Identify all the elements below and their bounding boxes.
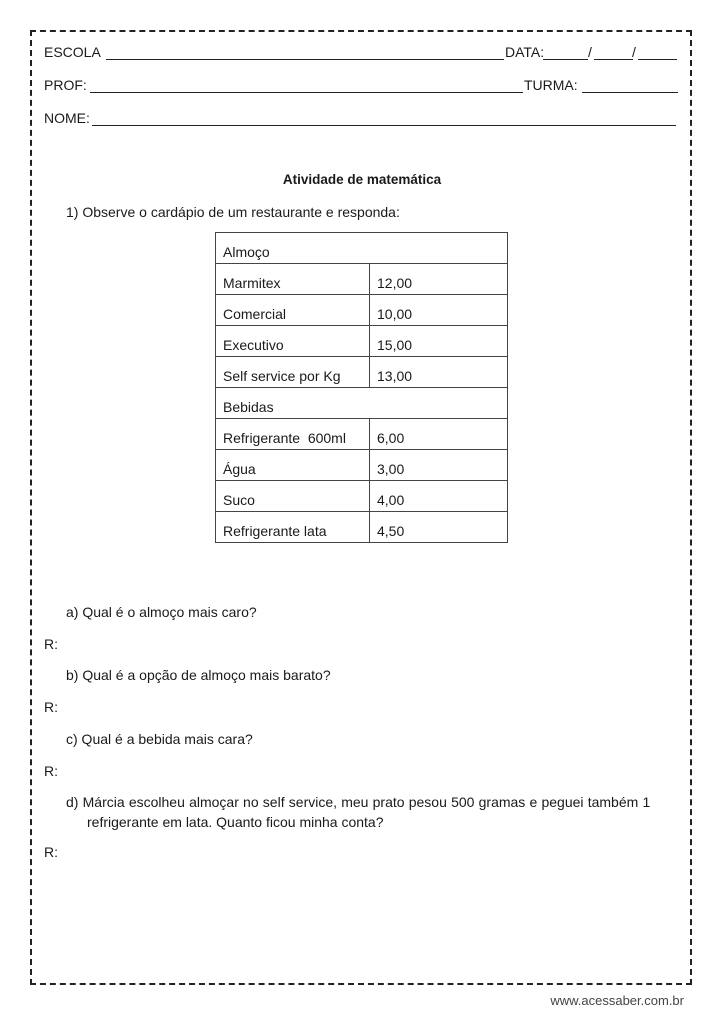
menu-item-name: Suco [216, 481, 370, 512]
table-row [216, 357, 508, 388]
table-row [216, 264, 508, 295]
activity-title: Atividade de matemática [282, 172, 442, 187]
menu-item-name: Comercial [216, 295, 370, 326]
class-label: TURMA: [524, 77, 578, 93]
lunch-section-header: Almoço [216, 233, 508, 264]
menu-item-name: Self service por Kg [216, 357, 370, 388]
question-d-line2: refrigerante em lata. Quanto ficou minha conta? [87, 814, 384, 830]
menu-item-price: 6,00 [370, 419, 508, 450]
name-field[interactable] [92, 125, 676, 126]
question-b: b) Qual é a opção de almoço mais barato? [66, 667, 331, 683]
answer-label: R: [44, 844, 58, 860]
menu-item-name: Marmitex [216, 264, 370, 295]
table-row [216, 326, 508, 357]
table-row [216, 450, 508, 481]
date-separator: / [632, 44, 636, 60]
menu-item-name: Executivo [216, 326, 370, 357]
table-row [216, 481, 508, 512]
answer-label: R: [44, 636, 58, 652]
menu-table [215, 232, 508, 543]
table-row [216, 295, 508, 326]
question-d-line1: d) Márcia escolheu almoçar no self service, meu prato pesou 500 gramas e peguei também 1 [66, 794, 651, 810]
teacher-field[interactable] [90, 92, 523, 93]
school-label: ESCOLA [44, 44, 101, 60]
menu-item-name: Refrigerante lata [216, 512, 370, 543]
class-field[interactable] [582, 92, 678, 93]
school-field[interactable] [106, 59, 504, 60]
table-row [216, 388, 508, 419]
date-month-field[interactable] [594, 59, 633, 60]
menu-item-name: Refrigerante 600ml [216, 419, 370, 450]
question-c: c) Qual é a bebida mais cara? [66, 731, 253, 747]
table-row [216, 419, 508, 450]
date-separator: / [588, 44, 592, 60]
menu-item-price: 13,00 [370, 357, 508, 388]
table-row [216, 233, 508, 264]
drinks-section-header: Bebidas [216, 388, 508, 419]
menu-item-price: 3,00 [370, 450, 508, 481]
menu-item-price: 4,00 [370, 481, 508, 512]
table-row [216, 512, 508, 543]
menu-item-price: 12,00 [370, 264, 508, 295]
menu-item-price: 4,50 [370, 512, 508, 543]
menu-item-price: 10,00 [370, 295, 508, 326]
date-day-field[interactable] [543, 59, 588, 60]
date-label: DATA: [505, 44, 545, 60]
name-label: NOME: [44, 110, 90, 126]
answer-label: R: [44, 763, 58, 779]
answer-label: R: [44, 699, 58, 715]
question-1: 1) Observe o cardápio de um restaurante e responda: [66, 204, 400, 220]
menu-item-name: Água [216, 450, 370, 481]
website-link[interactable]: www.acessaber.com.br [550, 993, 684, 1008]
date-year-field[interactable] [638, 59, 677, 60]
menu-item-price: 15,00 [370, 326, 508, 357]
teacher-label: PROF: [44, 77, 87, 93]
question-a: a) Qual é o almoço mais caro? [66, 604, 257, 620]
